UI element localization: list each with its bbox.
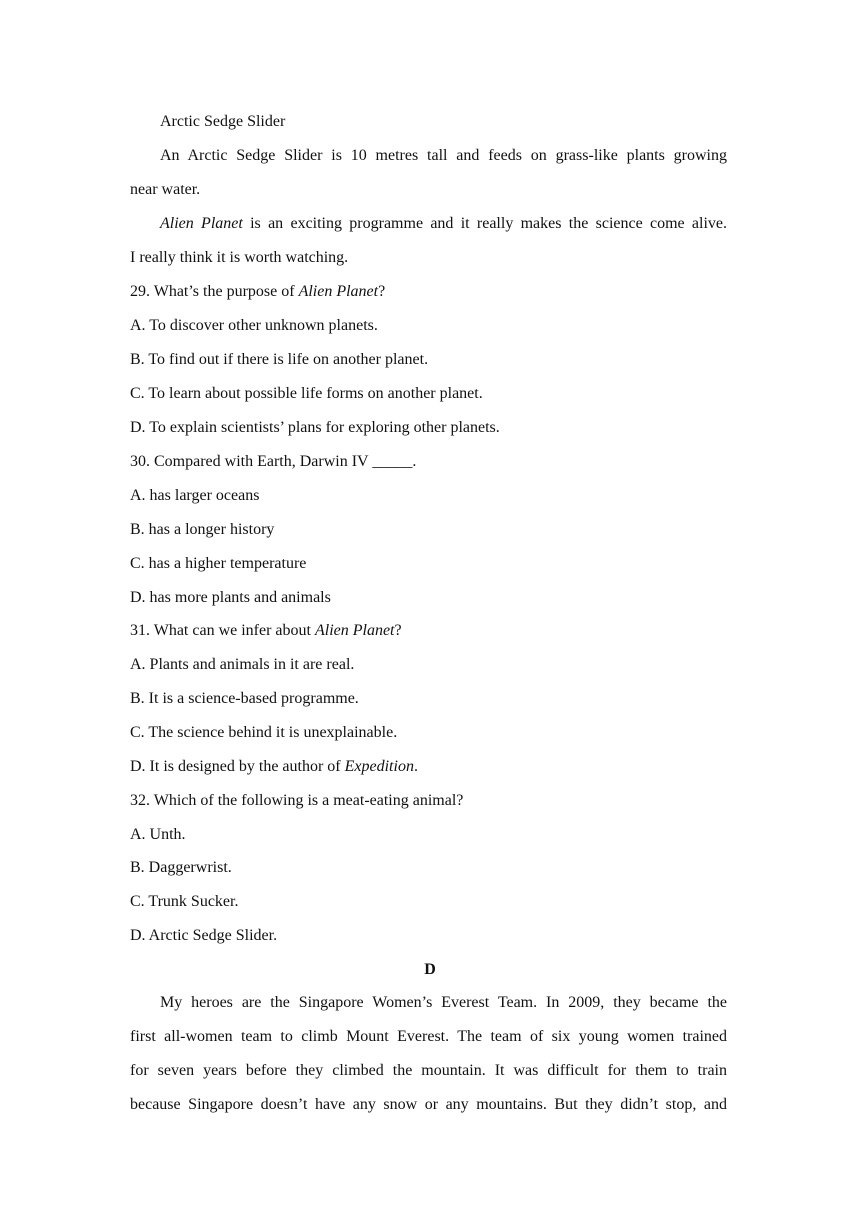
closing-text: is an exciting programme and it really makes the science come alive. xyxy=(242,215,728,232)
question-32-stem: 32. Which of the following is a meat-eating animal? xyxy=(130,792,464,809)
closing-paragraph-line-2: I really think it is worth watching. xyxy=(130,249,349,266)
question-31-option-d-period: . xyxy=(413,758,418,775)
question-29-option-b: B. To find out if there is life on another planet. xyxy=(130,351,429,368)
question-29-title: Alien Planet xyxy=(298,283,379,300)
section-d-line-4: because Singapore doesn’t have any snow or any mountains. But they didn’t stop, and xyxy=(130,1096,727,1113)
programme-title: Alien Planet xyxy=(160,215,243,232)
question-29-text: 29. What’s the purpose of xyxy=(130,283,299,300)
section-d-label: D xyxy=(424,961,436,978)
animal-description-line-1: An Arctic Sedge Slider is 10 metres tall and feeds on grass-like plants growing xyxy=(160,147,727,164)
section-d-line-1: My heroes are the Singapore Women’s Everest Team. In 2009, they became the xyxy=(160,994,727,1011)
question-32-option-a: A. Unth. xyxy=(130,826,186,843)
question-31-option-d-text: D. It is designed by the author of xyxy=(130,758,345,775)
question-29-stem xyxy=(130,282,730,302)
question-31-mark: ? xyxy=(394,622,402,639)
animal-description-line-2: near water. xyxy=(130,181,201,198)
question-32-option-c: C. Trunk Sucker. xyxy=(130,893,239,910)
question-31-option-c: C. The science behind it is unexplainable. xyxy=(130,724,398,741)
question-29-option-d: D. To explain scientists’ plans for exploring other planets. xyxy=(130,419,500,436)
question-29-mark: ? xyxy=(378,283,386,300)
question-30-option-c: C. has a higher temperature xyxy=(130,555,307,572)
question-30-option-a: A. has larger oceans xyxy=(130,487,260,504)
closing-paragraph-line-1 xyxy=(160,214,727,234)
question-30-option-b: B. has a longer history xyxy=(130,521,275,538)
question-32-option-b: B. Daggerwrist. xyxy=(130,859,232,876)
question-32-option-d: D. Arctic Sedge Slider. xyxy=(130,927,278,944)
question-31-option-d-title: Expedition xyxy=(344,758,414,775)
question-30-stem: 30. Compared with Earth, Darwin IV _____. xyxy=(130,453,417,470)
section-d-line-3: for seven years before they climbed the mountain. It was difficult for them to train xyxy=(130,1062,727,1079)
question-30-option-d: D. has more plants and animals xyxy=(130,589,331,606)
question-31-option-a: A. Plants and animals in it are real. xyxy=(130,656,355,673)
question-31-title: Alien Planet xyxy=(314,622,395,639)
section-d-line-2: first all-women team to climb Mount Everest. The team of six young women trained xyxy=(130,1028,727,1045)
question-31-option-d xyxy=(130,757,730,777)
animal-heading: Arctic Sedge Slider xyxy=(160,113,286,130)
question-29-option-c: C. To learn about possible life forms on another planet. xyxy=(130,385,483,402)
question-31-text: 31. What can we infer about xyxy=(130,622,315,639)
question-31-stem xyxy=(130,621,730,641)
question-31-option-b: B. It is a science-based programme. xyxy=(130,690,359,707)
question-29-option-a: A. To discover other unknown planets. xyxy=(130,317,378,334)
